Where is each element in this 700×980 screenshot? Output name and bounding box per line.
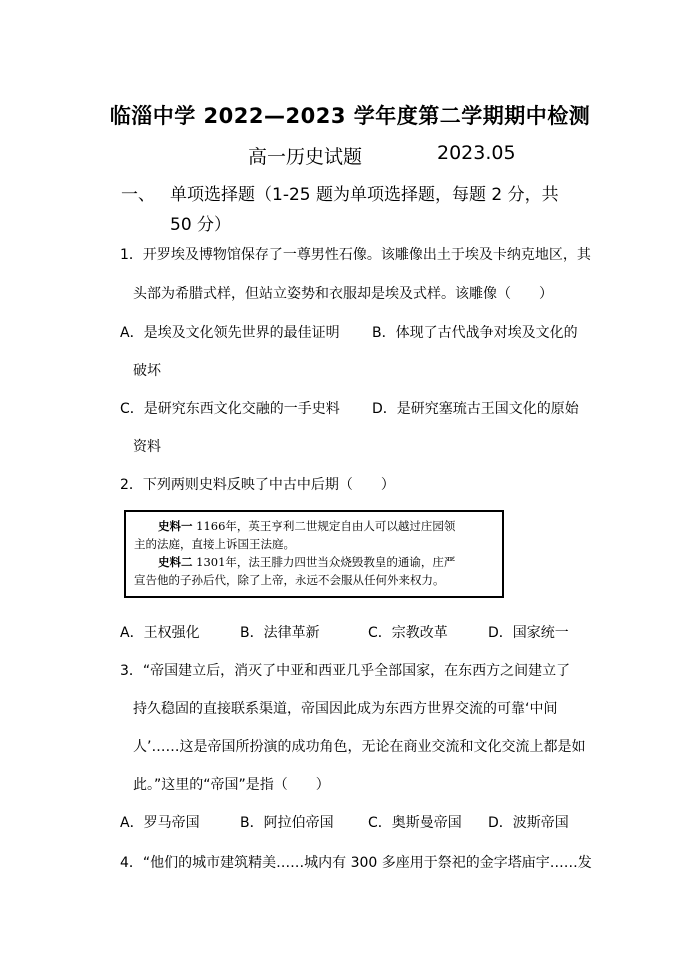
exam-date: 2023.05 (437, 142, 516, 164)
question-1-option-b-cont: 破坏 (133, 363, 161, 379)
question-3-option-a: A．罗马帝国 (120, 815, 200, 831)
source-material-box (124, 510, 504, 598)
question-1-option-d-cont: 资料 (133, 439, 161, 455)
section-number: 一、 (121, 185, 155, 205)
section-heading: 单项选择题（1-25 题为单项选择题，每题 2 分，共 (170, 185, 559, 205)
source-1-label: 史料一 (158, 519, 193, 533)
question-1-option-a: A．是埃及文化领先世界的最佳证明 (120, 325, 340, 341)
source-2-line-1: 史料二 1301年，法王腓力四世当众烧毁教皇的通谕，庄严 (158, 555, 456, 569)
question-3-stem-cont-3: 此。”这里的“帝国”是指（ ） (133, 777, 330, 793)
question-1-stem-cont: 头部为希腊式样，但站立姿势和衣服却是埃及式样。该雕像（ ） (133, 286, 553, 302)
exam-title: 临淄中学 2022—2023 学年度第二学期期中检测 (109, 104, 591, 128)
question-1-option-c: C．是研究东西文化交融的一手史料 (120, 401, 340, 417)
question-3-option-d: D．波斯帝国 (488, 815, 569, 831)
question-3-stem-cont-2: 人’……这是帝国所扮演的成功角色，无论在商业交流和文化交流上都是如 (133, 739, 586, 755)
question-2-stem: 2．下列两则史料反映了中古中后期（ ） (120, 477, 395, 493)
source-2-label: 史料二 (158, 555, 193, 569)
source-1-line-1: 史料一 1166年，英王亨利二世规定自由人可以越过庄园领 (158, 519, 456, 533)
question-3-stem: 3．“帝国建立后，消灭了中亚和西亚几乎全部国家，在东西方之间建立了 (120, 663, 571, 679)
question-3-option-c: C．奥斯曼帝国 (368, 815, 462, 831)
source-2-line-2: 宣告他的子孙后代，除了上帝，永远不会服从任何外来权力。 (134, 573, 445, 587)
question-3-option-b: B．阿拉伯帝国 (240, 815, 334, 831)
question-2-option-a: A．王权强化 (120, 625, 200, 641)
question-1-stem: 1．开罗埃及博物馆保存了一尊男性石像。该雕像出土于埃及卡纳克地区，其 (120, 247, 591, 263)
source-1-line-2: 主的法庭，直接上诉国王法庭。 (134, 537, 295, 551)
question-2-option-d: D．国家统一 (488, 625, 569, 641)
exam-subtitle: 高一历史试题 (248, 146, 363, 168)
question-4-stem: 4．“他们的城市建筑精美……城内有 300 多座用于祭祀的金字塔庙宇……发 (120, 855, 592, 871)
question-3-stem-cont-1: 持久稳固的直接联系渠道，帝国因此成为东西方世界交流的可靠‘中间 (133, 701, 558, 717)
question-2-option-c: C．宗教改革 (368, 625, 448, 641)
question-1-option-d: D．是研究塞琉古王国文化的原始 (372, 401, 579, 417)
question-1-option-b: B．体现了古代战争对埃及文化的 (372, 325, 578, 341)
section-heading-cont: 50 分） (170, 215, 232, 235)
question-2-option-b: B．法律革新 (240, 625, 320, 641)
